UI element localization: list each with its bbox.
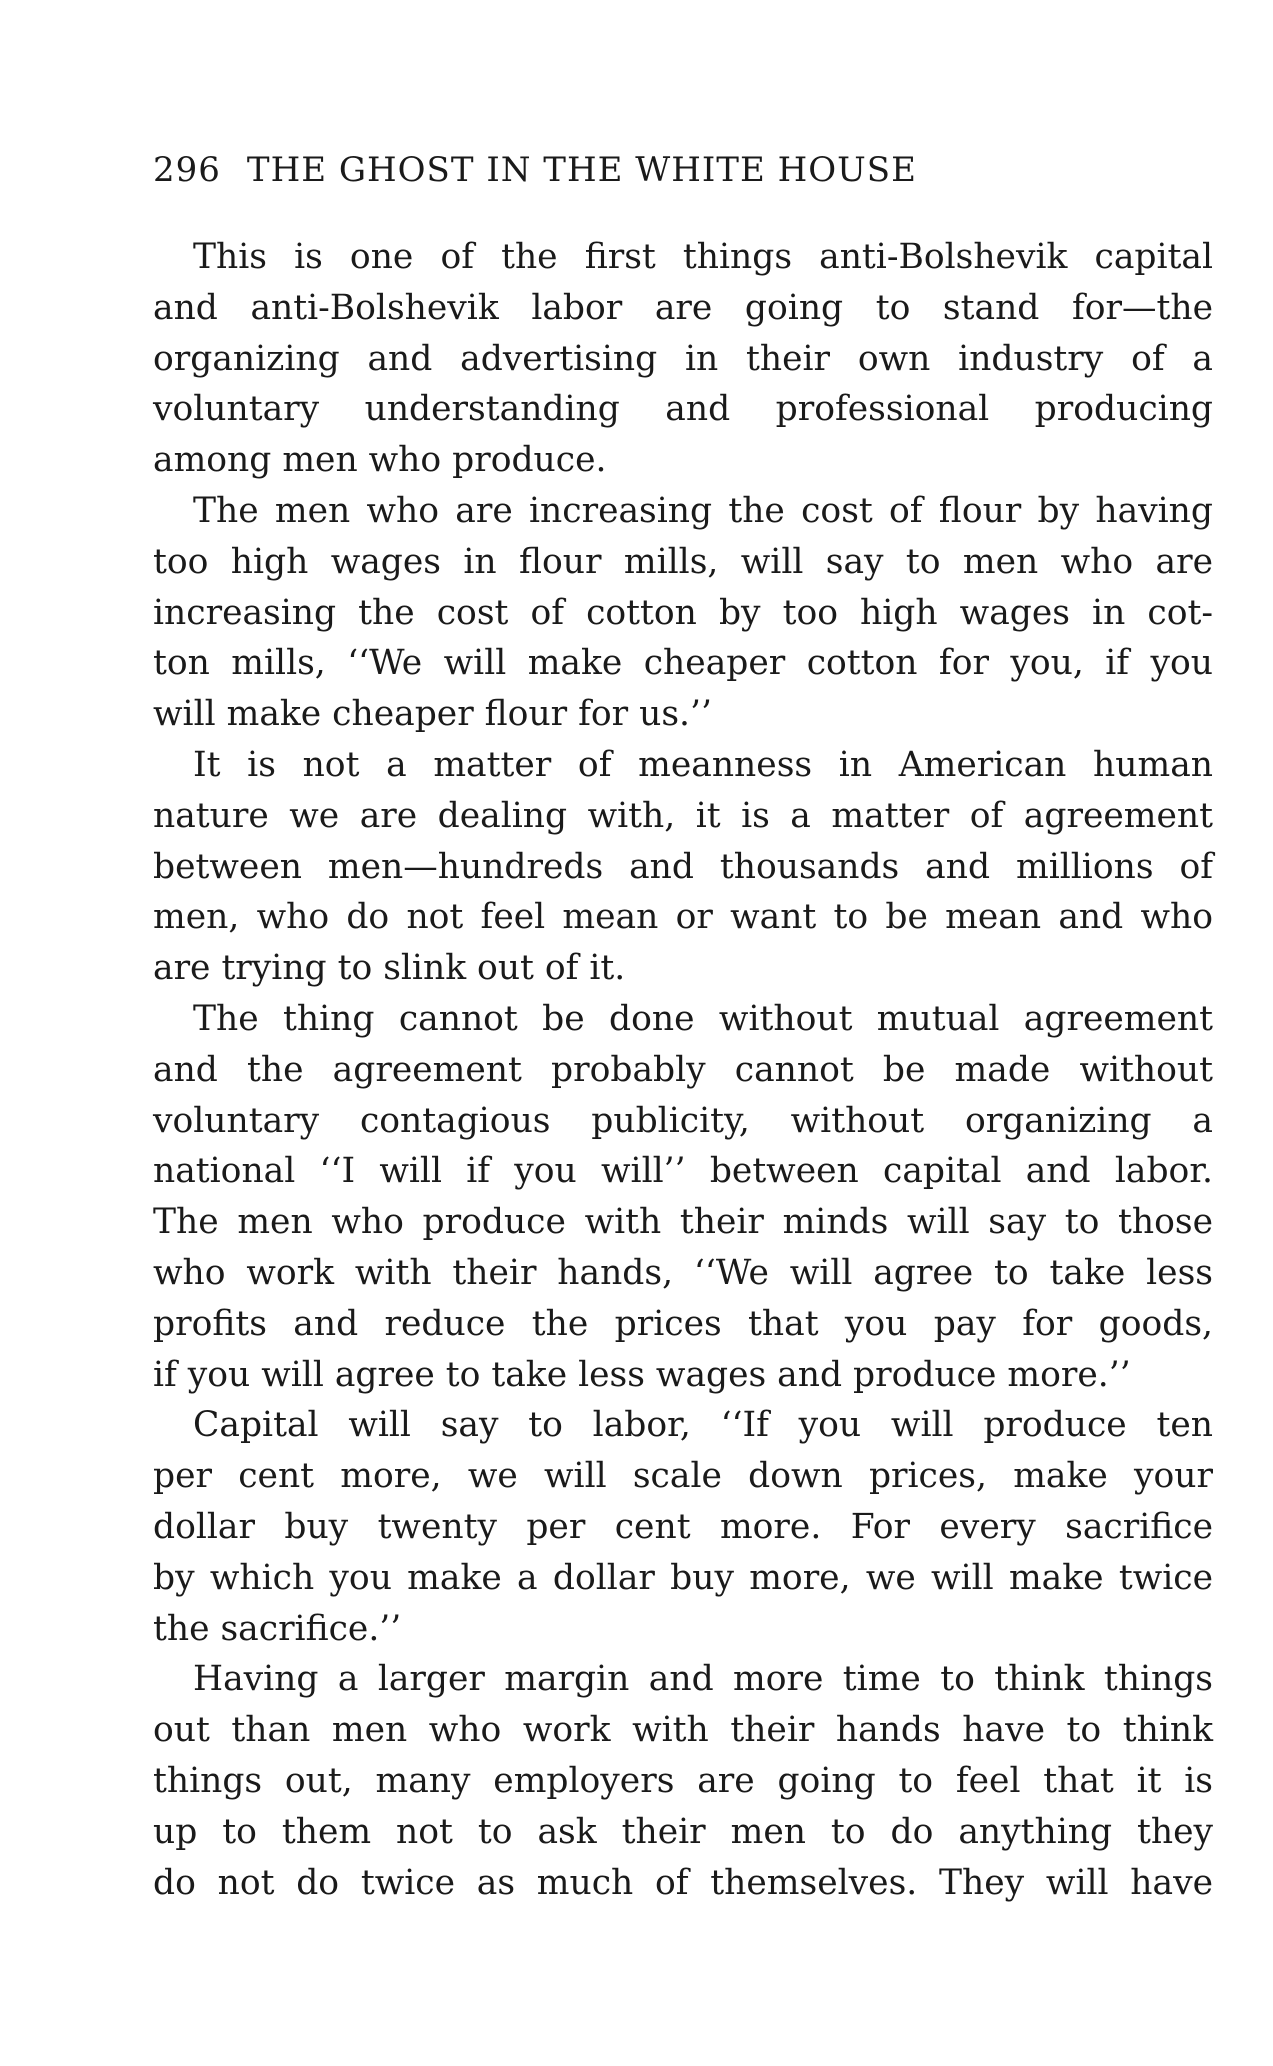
text-line: It is not a matter of meanness in American human	[193, 744, 1213, 785]
text-line: dollar buy twenty per cent more. For every sacrifice	[153, 1506, 1213, 1547]
text-line: the sacrifice.’’	[153, 1608, 402, 1649]
text-line: and the agreement probably cannot be made without	[153, 1049, 1213, 1090]
text-line: men, who do not feel mean or want to be mean and who	[153, 897, 1213, 938]
text-line: voluntary understanding and professional producing	[153, 389, 1213, 430]
text-line: among men who produce.	[153, 440, 607, 481]
text-line: per cent more, we will scale down prices, make your	[153, 1456, 1213, 1497]
text-line: profits and reduce the prices that you pay for goods,	[153, 1303, 1213, 1344]
text-line: increasing the cost of cotton by too high wages in cot-	[153, 592, 1213, 633]
text-line: up to them not to ask their men to do anything they	[153, 1811, 1213, 1852]
text-line: The men who produce with their minds will say to those	[153, 1202, 1213, 1243]
text-line: The men who are increasing the cost of flour by having	[193, 490, 1213, 531]
text-line: are trying to slink out of it.	[153, 948, 626, 989]
text-line: Capital will say to labor, ‘‘If you will produce ten	[193, 1405, 1213, 1446]
text-line: organizing and advertising in their own industry of a	[153, 338, 1213, 379]
text-line: out than men who work with their hands have to think	[153, 1710, 1213, 1751]
running-header	[153, 150, 1213, 190]
text-line: too high wages in flour mills, will say to men who are	[153, 541, 1213, 582]
text-line: national ‘‘I will if you will’’ between capital and labor.	[153, 1151, 1213, 1192]
text-line: and anti-Bolshevik labor are going to stand for—the	[153, 287, 1213, 328]
text-line: between men—hundreds and thousands and millions of	[153, 846, 1213, 887]
body-text	[153, 232, 1213, 1908]
text-line: The thing cannot be done without mutual agreement	[193, 998, 1213, 1039]
text-line: will make cheaper flour for us.’’	[153, 694, 712, 735]
text-line: ton mills, ‘‘We will make cheaper cotton for you, if you	[153, 643, 1213, 684]
page-number: 296	[153, 150, 221, 190]
text-line: This is one of the first things anti-Bolshevik capital	[193, 237, 1213, 277]
text-line: who work with their hands, ‘‘We will agree to take less	[153, 1252, 1213, 1293]
text-line: things out, many employers are going to feel that it is	[153, 1760, 1213, 1801]
text-line: nature we are dealing with, it is a matter of agreement	[153, 795, 1213, 836]
text-line: if you will agree to take less wages and produce more.’’	[153, 1354, 1131, 1395]
text-line: Having a larger margin and more time to think things	[193, 1659, 1213, 1700]
text-line: by which you make a dollar buy more, we will make twice	[153, 1557, 1213, 1598]
running-title: THE GHOST IN THE WHITE HOUSE	[246, 150, 917, 190]
text-line: voluntary contagious publicity, without organizing a	[153, 1100, 1213, 1141]
text-line: do not do twice as much of themselves. They will have	[153, 1862, 1213, 1903]
